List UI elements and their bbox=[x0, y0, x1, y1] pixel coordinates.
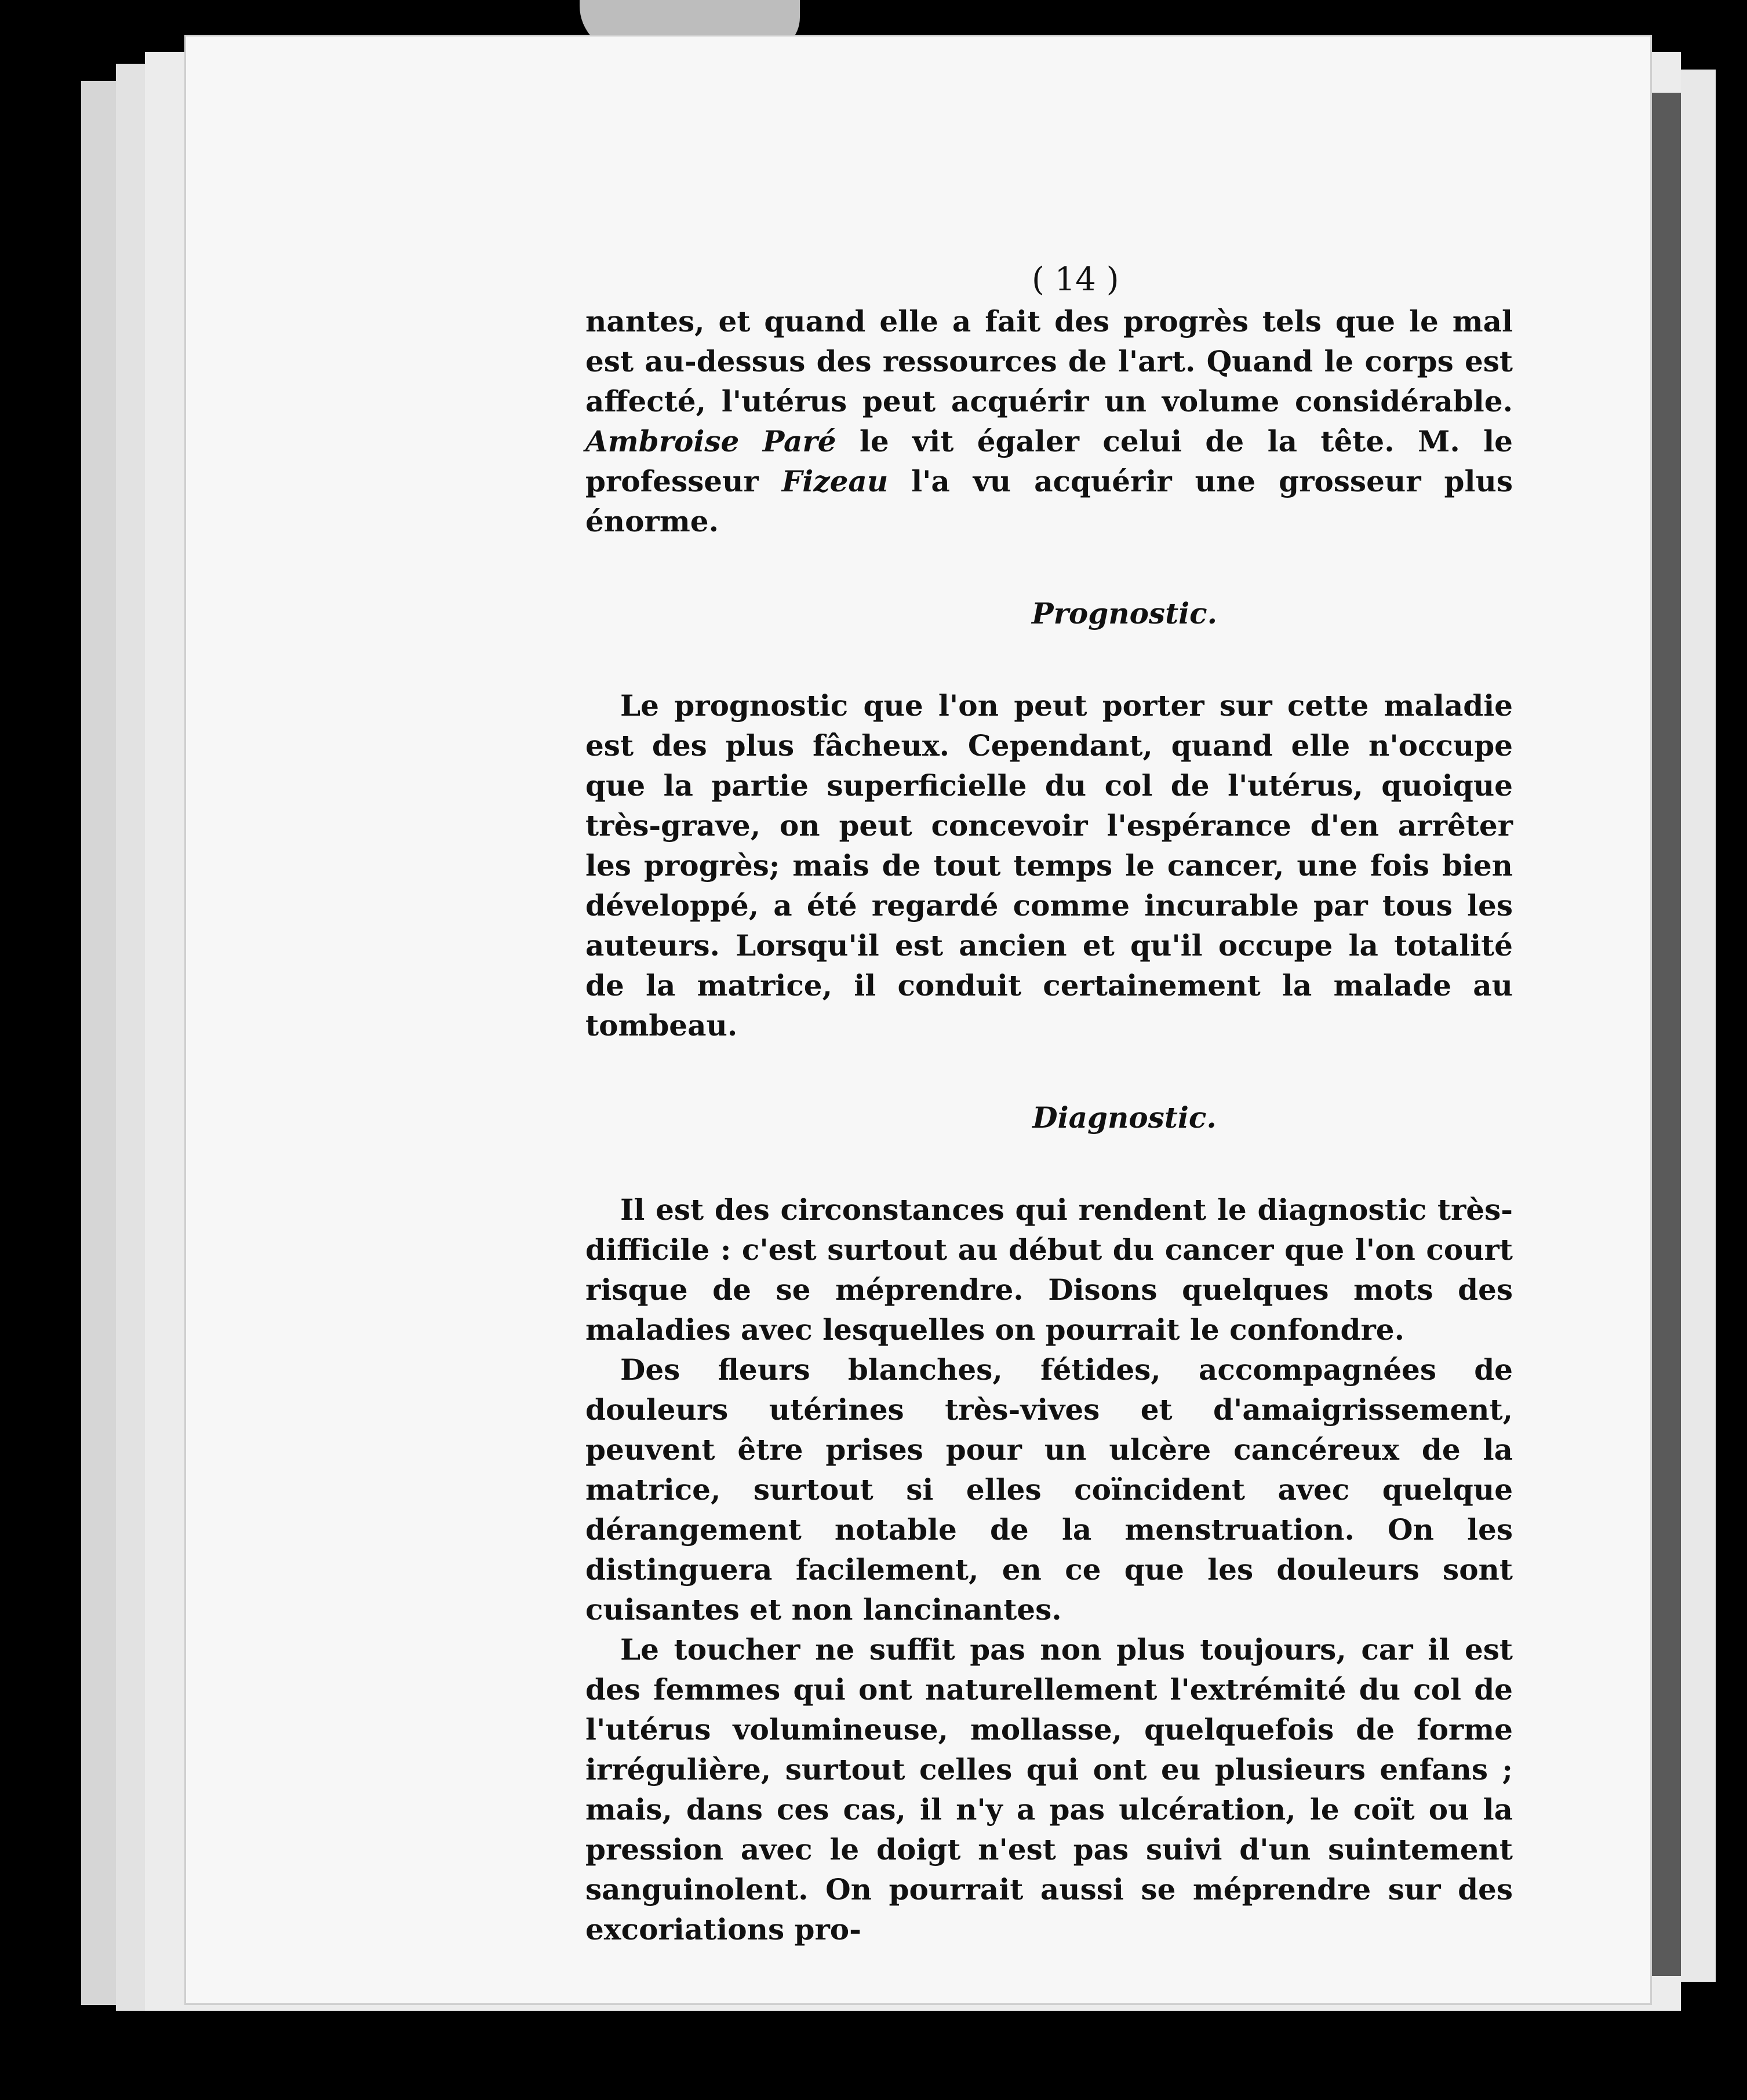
paragraph-1-start: nantes, et quand elle a fait des progrès tels que le mal est au-dessus des ressources de l'art. Quand le corps est affecté, l'utérus peut acquérir un volume considérable. bbox=[585, 304, 1513, 418]
page-number: ( 14 ) bbox=[1032, 261, 1119, 298]
paragraph-1-middle: le vit égaler celui de la tête. M. le professeur bbox=[585, 424, 1513, 498]
heading-prognostic: Prognostic. bbox=[1031, 596, 1218, 630]
paragraph-diagnostic-2: Des fleurs blanches, fétides, accompagnées de douleurs utérines très-vives et d'amaigrissement, peuvent être prises pour un ulcère cancéreux de la matrice, surtout si elles coïncident avec quelque dérangement notable de la menstruation. On les distinguera facilement, en ce que les douleurs sont cuisantes et non lancinantes. bbox=[585, 1352, 1513, 1627]
page-shadow-right bbox=[1652, 93, 1681, 1976]
paragraph-1 bbox=[585, 301, 1513, 541]
heading-diagnostic: Diagnostic. bbox=[1032, 1100, 1217, 1135]
page-text bbox=[585, 301, 1513, 1949]
paragraph-diagnostic-1: Il est des circonstances qui rendent le diagnostic très-difficile : c'est surtout au début du cancer que l'on court risque de se méprendre. Disons quelques mots des maladies avec lesquelles on pourrait le confondre. bbox=[585, 1193, 1513, 1347]
paragraph-prognostic: Le prognostic que l'on peut porter sur cette maladie est des plus fâcheux. Cependant, quand elle n'occupe que la partie superficielle du col de l'utérus, quoique très-grave, on peut concevoir l'espérance d'en arrêter les progrès; mais de tout temps le cancer, une fois bien développé, a été regardé comme incurable par tous les auteurs. Lorsqu'il est ancien et qu'il occupe la totalité de la matrice, il conduit certainement la malade au tombeau. bbox=[585, 688, 1513, 1042]
paragraph-1-end: l'a vu acquérir une grosseur plus énorme. bbox=[585, 464, 1513, 538]
paragraph-diagnostic-3: Le toucher ne suffit pas non plus toujours, car il est des femmes qui ont naturellement l'extrémité du col de l'utérus volumineuse, mollasse, quelquefois de forme irrégulière, surtout celles qui ont eu plusieurs enfans ; mais, dans ces cas, il n'y a pas ulcération, le coït ou la pression avec le doigt n'est pas suivi d'un suintement sanguinolent. On pourrait aussi se méprendre sur des excoriations pro- bbox=[585, 1632, 1513, 1946]
name-fizeau: Fizeau bbox=[781, 464, 889, 498]
page-edge-right bbox=[1681, 70, 1716, 1982]
name-ambroise-pare: Ambroise Paré bbox=[585, 424, 836, 458]
